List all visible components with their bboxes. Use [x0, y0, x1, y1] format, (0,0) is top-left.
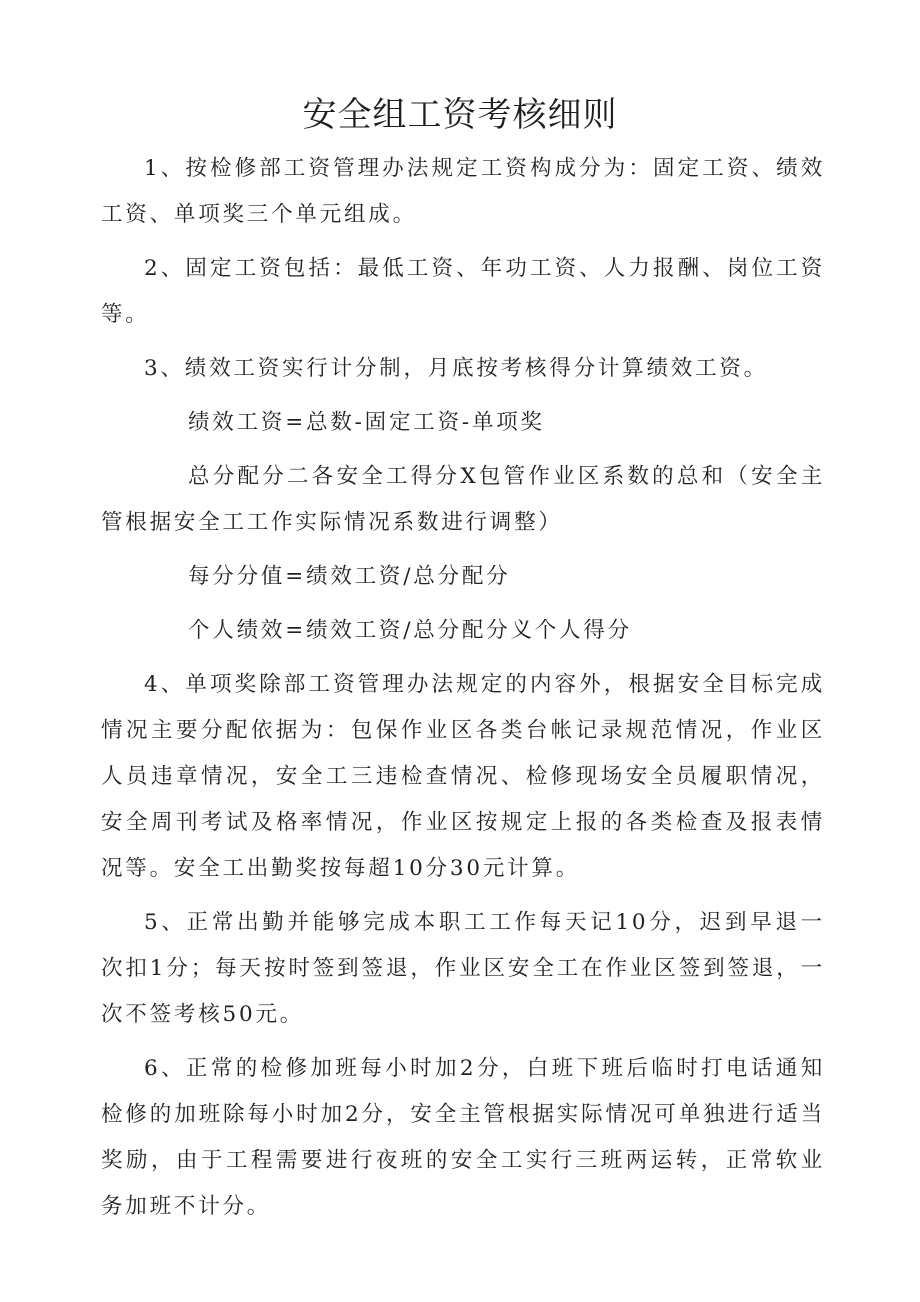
formula-performance-pay: 绩效工资=总数-固定工资-单项奖	[188, 410, 545, 435]
rule-2-paragraph: 2、固定工资包括：最低工资、年功工资、人力报酬、岗位工资等。	[101, 256, 825, 327]
rule-5-paragraph: 5、正常出勤并能够完成本职工工作每天记10分，迟到早退一次扣1分；每天按时签到签退，作业区安全工在作业区签到签退，一次不签考核50元。	[101, 910, 825, 1027]
formula-individual-performance: 个人绩效=绩效工资/总分配分义个人得分	[188, 618, 632, 643]
rule-3-paragraph: 3、绩效工资实行计分制，月底按考核得分计算绩效工资。	[144, 356, 768, 381]
document-body	[101, 146, 825, 1230]
document-title: 安全组工资考核细则	[302, 95, 618, 135]
rule-6-paragraph: 6、正常的检修加班每小时加2分，白班下班后临时打电话通知检修的加班除每小时加2分，安全主管根据实际情况可单独进行适当奖励，由于工程需要进行夜班的安全工实行三班两运转，正常软业务加班不计分。	[101, 1056, 825, 1219]
rule-1-paragraph: 1、按检修部工资管理办法规定工资构成分为：固定工资、绩效工资、单项奖三个单元组成。	[101, 156, 825, 227]
rule-4-paragraph: 4、单项奖除部工资管理办法规定的内容外，根据安全目标完成情况主要分配依据为：包保作业区各类台帐记录规范情况，作业区人员违章情况，安全工三违检查情况、检修现场安全员履职情况，安全周刊考试及格率情况，作业区按规定上报的各类检查及报表情况等。安全工出勤奖按每超10分30元计算。	[101, 672, 825, 881]
formula-point-value: 每分分值=绩效工资/总分配分	[188, 564, 511, 589]
formula-total-points: 总分配分二各安全工得分X包管作业区系数的总和（安全主管根据安全工工作实际情况系数进行调整）	[101, 464, 825, 535]
